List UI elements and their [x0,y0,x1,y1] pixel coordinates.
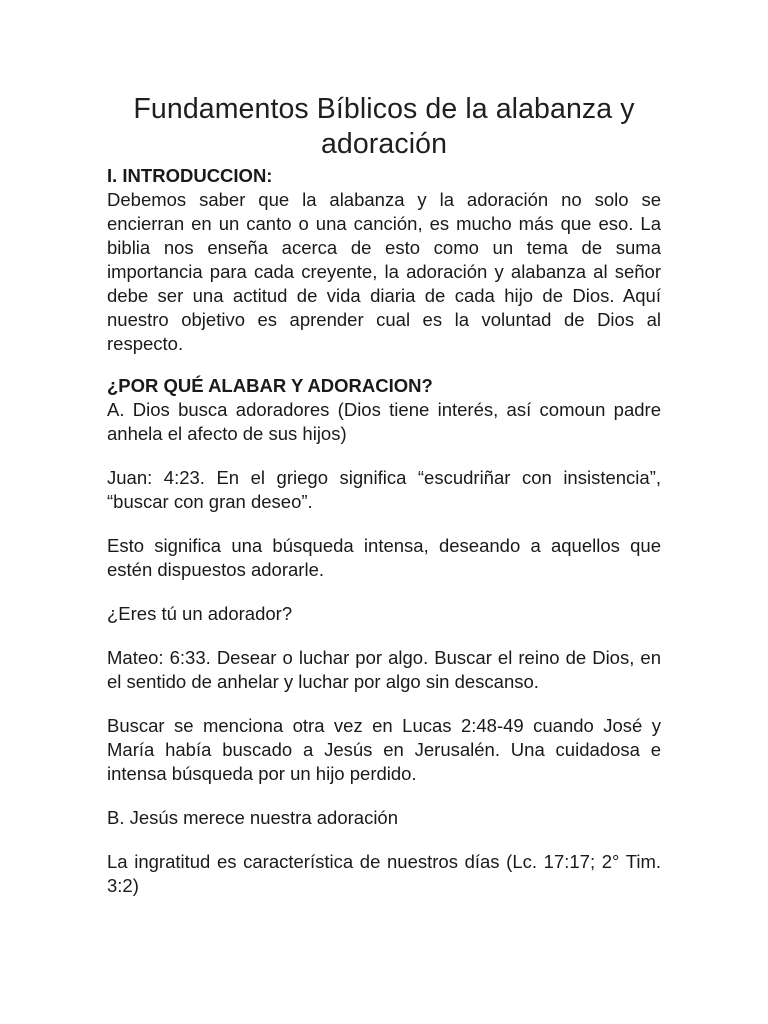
document-title: Fundamentos Bíblicos de la alabanza y adoración [133,93,635,160]
ingratitud-paragraph: La ingratitud es característica de nuestros días (Lc. 17:17; 2° Tim. 3:2) [107,851,661,896]
intro-paragraph: Debemos saber que la alabanza y la adoración no solo se encierran en un canto o una canción, es mucho más que eso. La biblia nos enseña acerca de esto como un tema de suma importancia para cada creyente, la adoración y alabanza al señor debe ser una actitud de vida diaria de cada hijo de Dios. Aquí nuestro objetivo es aprender cual es la voluntad de Dios al respecto. [107,189,661,354]
document-body [107,92,661,898]
esto-paragraph: Esto significa una búsqueda intensa, deseando a aquellos que estén dispuestos adorarle. [107,535,661,580]
buscar-paragraph: Buscar se menciona otra vez en Lucas 2:48-49 cuando José y María había buscado a Jesús en Jerusalén. Una cuidadosa e intensa búsqueda por un hijo perdido. [107,715,661,784]
juan-paragraph: Juan: 4:23. En el griego significa “escudriñar con insistencia”, “buscar con gran deseo”. [107,467,661,512]
mateo-paragraph: Mateo: 6:33. Desear o luchar por algo. Buscar el reino de Dios, en el sentido de anhelar y luchar por algo sin descanso. [107,647,661,692]
point-b-paragraph: B. Jesús merece nuestra adoración [107,807,399,828]
section-heading-por-que: ¿POR QUÉ ALABAR Y ADORACION? [107,375,433,396]
section-heading-introduccion: I. INTRODUCCION: [107,165,273,186]
point-a-paragraph: A. Dios busca adoradores (Dios tiene interés, así comoun padre anhela el afecto de sus hijos) [107,399,661,444]
question-paragraph: ¿Eres tú un adorador? [107,603,293,624]
